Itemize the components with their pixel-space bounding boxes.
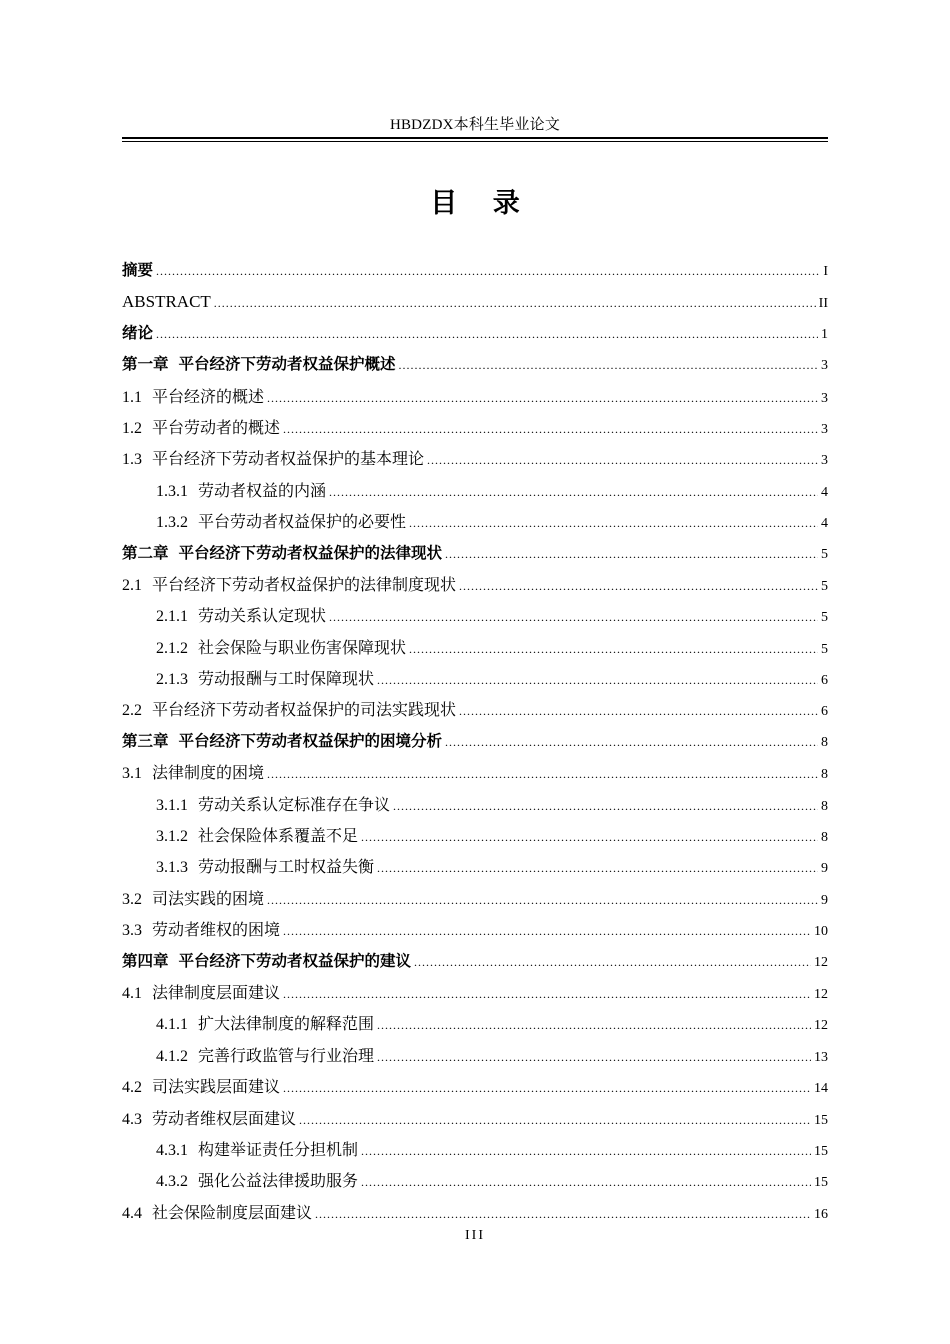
toc-entry-heading <box>122 1103 296 1135</box>
toc-dot-leader <box>377 665 818 696</box>
toc-entry-number: 1.2 <box>122 419 142 437</box>
toc-entry[interactable] <box>122 600 828 631</box>
toc-entry[interactable] <box>122 506 828 537</box>
toc-entry-number: 2.1 <box>122 576 142 594</box>
toc-entry-title: 司法实践层面建议 <box>152 1077 281 1097</box>
toc-entry-page: II <box>818 296 828 312</box>
toc-entry[interactable] <box>122 1197 828 1228</box>
toc-entry-title: 社会保险与职业伤害保障现状 <box>198 637 407 657</box>
toc-entry-title: ABSTRACT <box>122 292 211 312</box>
toc-dot-leader <box>299 1105 811 1136</box>
toc-dot-leader <box>377 1010 811 1041</box>
toc-entry[interactable] <box>122 1071 828 1102</box>
toc-entry-heading <box>156 632 406 664</box>
toc-entry[interactable] <box>122 318 828 349</box>
toc-entry-number: 2.1.3 <box>156 671 188 689</box>
toc-entry-page: 1 <box>821 326 828 342</box>
toc-entry[interactable] <box>122 569 828 600</box>
toc-entry[interactable] <box>122 443 828 474</box>
toc-entry-title: 平台经济下劳动者权益保护的建议 <box>178 951 412 970</box>
toc-entry[interactable] <box>122 1134 828 1165</box>
toc-entry-page: 15 <box>814 1112 828 1128</box>
toc-entry-title: 劳动者权益的内涵 <box>198 480 327 500</box>
toc-dot-leader <box>427 445 818 476</box>
toc-entry-page: 14 <box>814 1081 828 1097</box>
toc-entry-number: 3.1.2 <box>156 828 188 846</box>
toc-entry[interactable] <box>122 977 828 1008</box>
toc-entry-title: 劳动关系认定现状 <box>198 606 327 626</box>
table-of-contents <box>122 255 828 1228</box>
toc-dot-leader <box>156 319 818 350</box>
toc-entry-number: 第三章 <box>122 731 169 750</box>
toc-entry[interactable] <box>122 694 828 725</box>
toc-entry-number: 2.2 <box>122 702 142 720</box>
toc-entry-title: 强化公益法律援助服务 <box>198 1171 359 1191</box>
toc-dot-leader <box>445 727 818 758</box>
toc-entry-page: 3 <box>821 421 828 437</box>
toc-entry-heading <box>156 1134 358 1166</box>
toc-entry[interactable] <box>122 820 828 851</box>
toc-entry-title: 劳动者维权的困境 <box>152 920 281 940</box>
toc-entry-number: 3.1.1 <box>156 796 188 814</box>
toc-dot-leader <box>283 916 811 947</box>
toc-entry-number: 3.1 <box>122 765 142 783</box>
toc-entry-title: 摘要 <box>122 261 154 279</box>
toc-entry[interactable] <box>122 757 828 788</box>
toc-entry-number: 4.3 <box>122 1110 142 1128</box>
toc-entry-number: 3.2 <box>122 890 142 908</box>
toc-entry-title: 司法实践的困境 <box>152 888 265 908</box>
toc-entry[interactable] <box>122 789 828 820</box>
toc-entry-title: 劳动报酬与工时保障现状 <box>198 669 375 689</box>
toc-dot-leader <box>329 477 818 508</box>
toc-entry[interactable] <box>122 1040 828 1071</box>
toc-entry-page: 13 <box>814 1049 828 1065</box>
toc-dot-leader <box>315 1199 811 1230</box>
toc-dot-leader <box>329 602 818 633</box>
toc-entry-page: 6 <box>821 673 828 689</box>
toc-entry[interactable] <box>122 349 828 380</box>
toc-entry-heading <box>122 412 280 444</box>
toc-entry[interactable] <box>122 851 828 882</box>
toc-dot-leader <box>414 947 811 978</box>
toc-entry-title: 构建举证责任分担机制 <box>198 1139 359 1159</box>
toc-dot-leader <box>156 256 820 287</box>
toc-entry-page: 10 <box>814 924 828 940</box>
toc-dot-leader <box>283 414 818 445</box>
toc-entry-number: 4.1 <box>122 984 142 1002</box>
toc-entry-heading <box>156 820 358 852</box>
toc-entry-heading <box>156 1165 358 1197</box>
toc-entry-page: 5 <box>821 641 828 657</box>
toc-entry-number: 第一章 <box>122 355 169 374</box>
toc-entry-heading <box>122 1197 312 1229</box>
toc-entry-title: 平台经济下劳动者权益保护的基本理论 <box>152 449 425 469</box>
toc-entry[interactable] <box>122 381 828 412</box>
toc-dot-leader <box>459 696 818 727</box>
toc-entry-title: 绪论 <box>122 323 154 342</box>
toc-entry[interactable] <box>122 538 828 569</box>
toc-entry-heading <box>156 851 374 883</box>
page-title: 目 录 <box>430 188 520 219</box>
toc-entry-number: 1.3.1 <box>156 482 188 500</box>
toc-entry-number: 4.3.1 <box>156 1141 188 1159</box>
toc-entry-title: 社会保险体系覆盖不足 <box>198 826 359 846</box>
toc-entry-number: 4.3.2 <box>156 1173 188 1191</box>
toc-entry-number: 1.3.2 <box>156 514 188 532</box>
toc-entry-page: 12 <box>814 986 828 1002</box>
toc-entry-page: 8 <box>821 830 828 846</box>
toc-dot-leader <box>267 759 818 790</box>
toc-entry-page: 5 <box>821 610 828 626</box>
toc-entry-page: 3 <box>821 453 828 469</box>
toc-entry-heading <box>156 1040 374 1072</box>
toc-entry-heading <box>122 538 442 569</box>
toc-dot-leader <box>377 853 818 884</box>
toc-entry-title: 平台劳动者权益保护的必要性 <box>198 512 407 532</box>
toc-entry-page: 3 <box>821 358 828 374</box>
toc-entry-page: 4 <box>821 516 828 532</box>
toc-entry[interactable] <box>122 412 828 443</box>
toc-entry-heading <box>122 1071 280 1103</box>
toc-dot-leader <box>361 1167 811 1198</box>
toc-entry-number: 3.1.3 <box>156 859 188 877</box>
toc-entry-title: 完善行政监管与行业治理 <box>198 1045 375 1065</box>
toc-entry[interactable] <box>122 255 828 286</box>
toc-entry-title: 平台经济下劳动者权益保护的司法实践现状 <box>152 700 457 720</box>
toc-entry-number: 4.4 <box>122 1204 142 1222</box>
toc-entry-heading <box>122 757 264 789</box>
toc-entry-title: 劳动关系认定标准存在争议 <box>198 794 391 814</box>
toc-entry-heading <box>156 600 326 632</box>
toc-entry-page: 5 <box>821 546 828 562</box>
toc-entry-number: 4.2 <box>122 1079 142 1097</box>
toc-dot-leader <box>409 634 818 665</box>
toc-entry[interactable] <box>122 883 828 914</box>
toc-entry-page: 15 <box>814 1143 828 1159</box>
toc-dot-leader <box>214 288 816 319</box>
toc-entry-page: 8 <box>821 767 828 783</box>
toc-entry-page: 12 <box>814 954 828 970</box>
toc-entry-heading <box>122 914 280 946</box>
toc-entry[interactable] <box>122 632 828 663</box>
toc-entry-number: 1.1 <box>122 388 142 406</box>
toc-entry-number: 4.1.1 <box>156 1016 188 1034</box>
toc-entry-title: 平台经济下劳动者权益保护的法律制度现状 <box>152 574 457 594</box>
toc-entry-title: 劳动者维权层面建议 <box>152 1108 297 1128</box>
toc-entry[interactable] <box>122 1103 828 1134</box>
toc-entry-title: 法律制度的困境 <box>152 763 265 783</box>
toc-entry-heading <box>122 349 396 380</box>
toc-dot-leader <box>283 979 811 1010</box>
page-number: III <box>465 1228 485 1243</box>
toc-entry-title: 平台经济下劳动者权益保护的法律现状 <box>178 543 443 562</box>
toc-entry-number: 2.1.2 <box>156 639 188 657</box>
toc-entry-number: 4.1.2 <box>156 1047 188 1065</box>
toc-dot-leader <box>459 571 818 602</box>
toc-entry-heading <box>122 318 153 349</box>
toc-entry-heading <box>122 946 411 977</box>
toc-entry-page: 12 <box>814 1018 828 1034</box>
toc-entry[interactable] <box>122 663 828 694</box>
toc-entry-page: 9 <box>821 892 828 908</box>
toc-entry-number: 第二章 <box>122 543 169 562</box>
toc-entry-heading <box>122 381 264 413</box>
toc-entry-number: 2.1.1 <box>156 608 188 626</box>
toc-dot-leader <box>377 1042 811 1073</box>
running-header: HBDZDX本科生毕业论文 <box>389 117 561 133</box>
toc-entry-heading <box>122 726 442 757</box>
toc-entry-page: 8 <box>821 734 828 750</box>
toc-entry-title: 平台经济的概述 <box>152 386 265 406</box>
toc-entry-title: 平台劳动者的概述 <box>152 417 281 437</box>
toc-entry-heading <box>122 977 280 1009</box>
toc-dot-leader <box>409 508 818 539</box>
toc-dot-leader <box>393 791 818 822</box>
toc-dot-leader <box>361 822 818 853</box>
toc-entry-title: 平台经济下劳动者权益保护的困境分析 <box>178 731 443 750</box>
header-rule-thin <box>122 141 828 142</box>
toc-entry-title: 扩大法律制度的解释范围 <box>198 1014 375 1034</box>
toc-entry-number: 第四章 <box>122 951 169 970</box>
toc-entry-heading <box>122 443 424 475</box>
toc-entry-heading <box>156 663 374 695</box>
toc-entry-heading <box>122 286 211 317</box>
toc-entry-page: I <box>823 264 828 279</box>
toc-entry-heading <box>156 1008 374 1040</box>
toc-entry[interactable] <box>122 946 828 977</box>
toc-entry-number: 3.3 <box>122 922 142 940</box>
toc-entry-page: 15 <box>814 1175 828 1191</box>
toc-entry-title: 社会保险制度层面建议 <box>152 1202 313 1222</box>
toc-entry-heading <box>122 883 264 915</box>
toc-dot-leader <box>361 1136 811 1167</box>
toc-entry-title: 劳动报酬与工时权益失衡 <box>198 857 375 877</box>
toc-entry-number: 1.3 <box>122 451 142 469</box>
header-rule-thick <box>122 137 828 139</box>
toc-dot-leader <box>399 350 818 381</box>
toc-entry-title: 法律制度层面建议 <box>152 982 281 1002</box>
toc-entry-heading <box>156 475 326 507</box>
toc-entry[interactable] <box>122 1008 828 1039</box>
toc-entry-heading <box>122 255 153 286</box>
toc-dot-leader <box>267 885 818 916</box>
toc-entry[interactable] <box>122 726 828 757</box>
toc-entry-heading <box>122 694 456 726</box>
toc-dot-leader <box>445 539 818 570</box>
toc-entry[interactable] <box>122 914 828 945</box>
toc-entry-heading <box>122 569 456 601</box>
toc-entry-page: 4 <box>821 484 828 500</box>
toc-entry-page: 8 <box>821 798 828 814</box>
toc-dot-leader <box>267 383 818 414</box>
toc-entry-title: 平台经济下劳动者权益保护概述 <box>178 355 396 374</box>
toc-dot-leader <box>283 1073 811 1104</box>
toc-entry-heading <box>156 789 390 821</box>
toc-entry[interactable] <box>122 475 828 506</box>
toc-entry[interactable] <box>122 286 828 317</box>
toc-entry-page: 9 <box>821 861 828 877</box>
toc-entry-page: 6 <box>821 704 828 720</box>
toc-entry-heading <box>156 506 406 538</box>
toc-entry[interactable] <box>122 1165 828 1196</box>
toc-entry-page: 16 <box>814 1206 828 1222</box>
toc-entry-page: 5 <box>821 578 828 594</box>
toc-entry-page: 3 <box>821 390 828 406</box>
